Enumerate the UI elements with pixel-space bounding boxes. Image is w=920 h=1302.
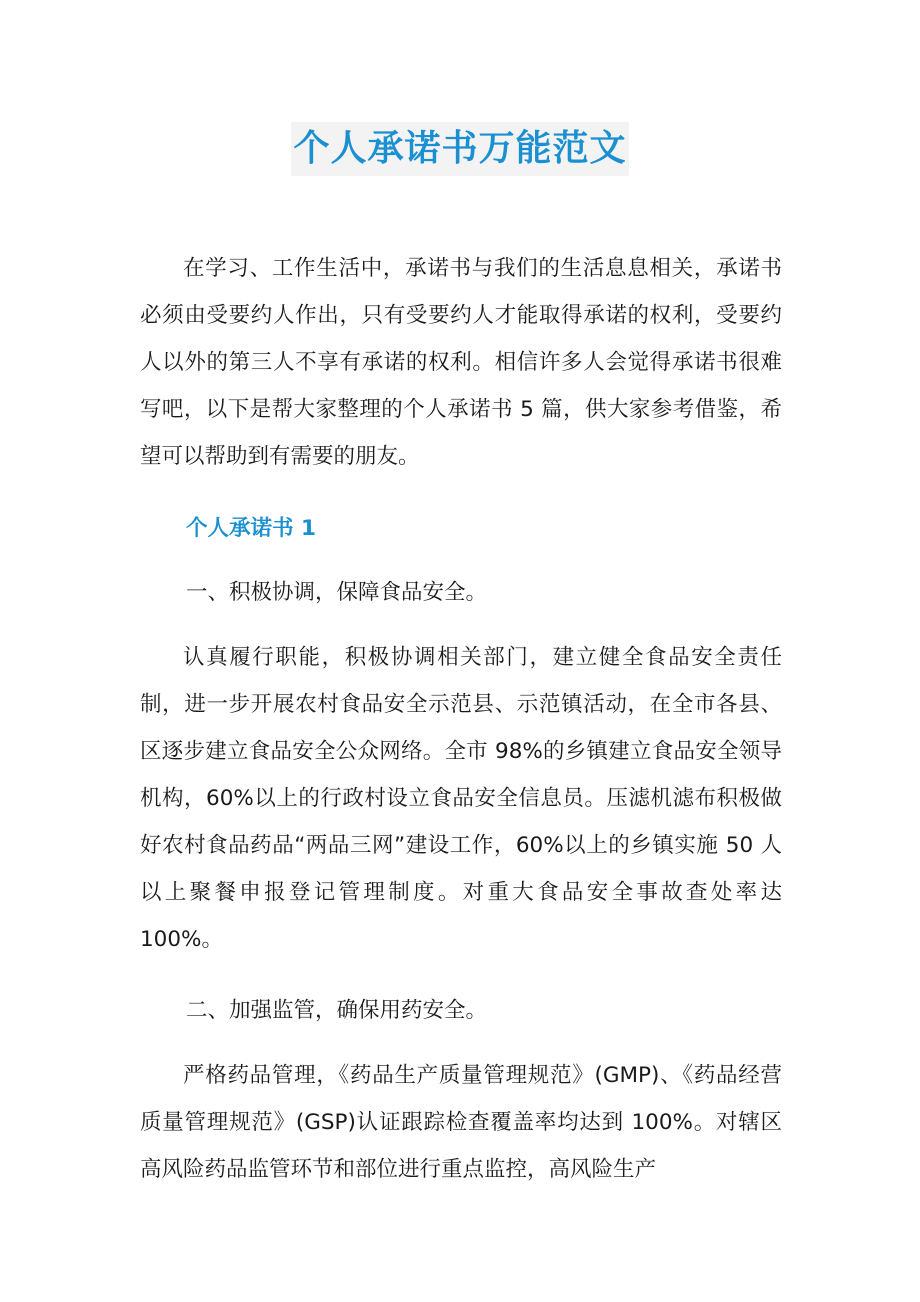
intro-paragraph: 在学习、工作生活中，承诺书与我们的生活息息相关，承诺书必须由受要约人作出，只有受要约人才能取得承诺的权利，受要约人以外的第三人不享有承诺的权利。相信许多人会觉得承诺书很难写吧，以下是帮大家整理的个人承诺书 5 篇，供大家参考借鉴，希望可以帮助到有需要的朋友。 bbox=[140, 256, 782, 469]
section-2-paragraph: 严格药品管理，《药品生产质量管理规范》(GMP)、《药品经营质量管理规范》(GSP)认证跟踪检查覆盖率均达到 100%。对辖区高风险药品监管环节和部位进行重点监控，高风险生产 bbox=[140, 1063, 782, 1182]
section-1-title: 一、积极协调，保障食品安全。 bbox=[186, 580, 488, 605]
section-2-block bbox=[140, 1052, 782, 1193]
title-container bbox=[0, 122, 920, 176]
section-2-title: 二、加强监管，确保用药安全。 bbox=[186, 998, 488, 1023]
section-1-block bbox=[140, 634, 782, 963]
section-heading-1: 个人承诺书 1 bbox=[186, 516, 316, 541]
document-title: 个人承诺书万能范文 bbox=[291, 122, 628, 176]
section-1-paragraph: 认真履行职能，积极协调相关部门，建立健全食品安全责任制，进一步开展农村食品安全示范县、示范镇活动，在全市各县、区逐步建立食品安全公众网络。全市 98%的乡镇建立食品安全领导机构，60%以上的行政村设立食品安全信息员。压滤机滤布积极做好农村食品药品“两品三网”建设工作，60%以上的乡镇实施 50 人以上聚餐申报登记管理制度。对重大食品安全事故查处率达 100%。 bbox=[140, 645, 782, 952]
intro-block bbox=[140, 245, 782, 480]
